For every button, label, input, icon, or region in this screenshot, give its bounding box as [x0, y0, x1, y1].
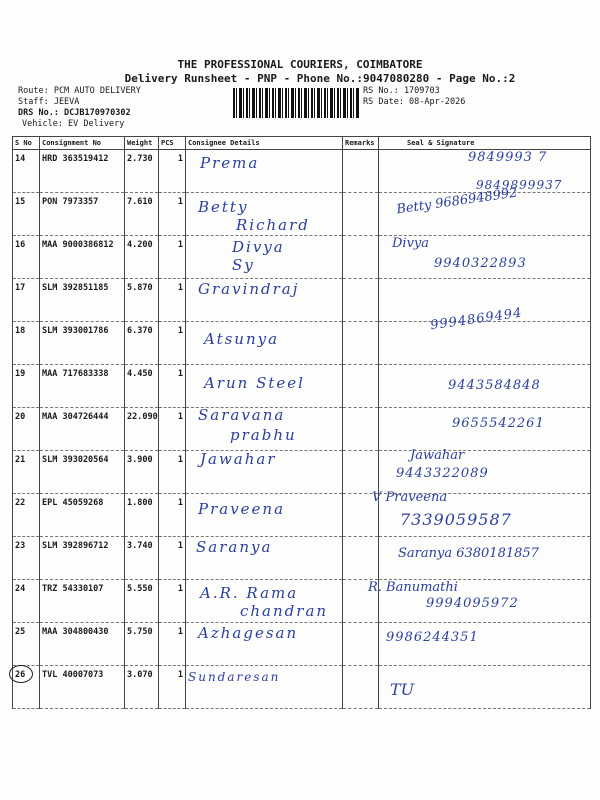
rs-number: RS No.: 1709703	[363, 86, 440, 96]
weight-cell	[125, 150, 159, 193]
table-row	[13, 666, 591, 709]
pcs-cell	[159, 451, 186, 494]
drs-label: DRS No.: DCJB170970302	[18, 108, 131, 118]
consignee-name: Azhagesan	[198, 624, 299, 642]
sno-cell	[13, 408, 40, 451]
sno-cell-text: 19	[15, 369, 26, 379]
remarks-cell	[343, 279, 379, 322]
pcs-cell-text: 1	[177, 670, 183, 680]
consignee-name: Richard	[236, 216, 310, 234]
remarks-cell	[343, 666, 379, 709]
consignee-name: A.R. Rama	[200, 584, 299, 602]
weight-cell	[125, 494, 159, 537]
pcs-cell	[159, 580, 186, 623]
signature-phone: 9849993 7	[468, 150, 548, 165]
pcs-cell-text: 1	[177, 412, 183, 422]
consignment-no-cell-text: TVL 40007073	[42, 670, 104, 680]
consignment-no-cell	[40, 408, 125, 451]
weight-cell-text: 7.610	[127, 197, 153, 207]
pcs-cell	[159, 365, 186, 408]
signature-phone: 9655542261	[452, 416, 545, 431]
signature-name: Divya	[392, 236, 430, 251]
sno-cell-text: 17	[15, 283, 26, 293]
weight-cell	[125, 236, 159, 279]
consignee-name: Prema	[200, 154, 260, 172]
pcs-cell-text: 1	[177, 283, 183, 293]
consignee-name: Atsunya	[204, 330, 280, 348]
consignee-name: Sundaresan	[188, 670, 281, 684]
signature-phone: 9994869494	[429, 305, 524, 334]
sno-cell	[13, 279, 40, 322]
sno-cell-text: 26	[15, 670, 26, 680]
weight-cell-text: 1.800	[127, 498, 153, 508]
remarks-cell	[343, 150, 379, 193]
consignment-no-cell	[40, 537, 125, 580]
remarks-cell	[343, 193, 379, 236]
weight-cell	[125, 322, 159, 365]
pcs-cell-text: 1	[177, 498, 183, 508]
consignee-name: Gravindraj	[198, 280, 300, 298]
weight-cell	[125, 537, 159, 580]
table-header	[13, 137, 591, 150]
consignment-no-cell-text: EPL 45059268	[42, 498, 104, 508]
consignment-no-cell-text: MAA 304726444	[42, 412, 109, 422]
consignment-no-cell-text: SLM 393001786	[42, 326, 109, 336]
pcs-cell-text: 1	[177, 326, 183, 336]
rs-info	[363, 86, 465, 108]
consignment-no-cell	[40, 279, 125, 322]
pcs-cell	[159, 193, 186, 236]
pcs-cell-text: 1	[177, 627, 183, 637]
consignee-name: Saranya	[196, 538, 273, 556]
signature-name: R. Banumathi	[368, 580, 458, 595]
sno-cell-text: 24	[15, 584, 26, 594]
signature-phone: 9443322089	[396, 466, 489, 481]
consignment-no-cell-text: SLM 393020564	[42, 455, 109, 465]
pcs-cell	[159, 236, 186, 279]
signature-phone: 9443584848	[448, 378, 541, 393]
sno-cell	[13, 365, 40, 408]
signature-phone: Betty 9686948992	[395, 185, 519, 218]
consignment-no-cell	[40, 193, 125, 236]
weight-cell-text: 5.750	[127, 627, 153, 637]
pcs-cell-text: 1	[177, 240, 183, 250]
consignment-no-cell-text: MAA 304800430	[42, 627, 109, 637]
weight-cell	[125, 580, 159, 623]
signature-phone: 7339059587	[400, 510, 512, 529]
pcs-cell	[159, 623, 186, 666]
pcs-cell	[159, 150, 186, 193]
weight-cell	[125, 408, 159, 451]
pcs-cell-text: 1	[177, 455, 183, 465]
remarks-cell	[343, 322, 379, 365]
pcs-cell	[159, 408, 186, 451]
pcs-cell	[159, 322, 186, 365]
weight-cell-text: 5.550	[127, 584, 153, 594]
consignment-no-cell-text: SLM 392896712	[42, 541, 109, 551]
remarks-cell	[343, 365, 379, 408]
table-row	[13, 451, 591, 494]
sno-cell-text: 23	[15, 541, 26, 551]
col-weight: Weight	[125, 137, 159, 150]
col-remarks: Remarks	[343, 137, 379, 150]
sno-cell-text: 22	[15, 498, 26, 508]
consignment-no-cell	[40, 494, 125, 537]
sno-cell	[13, 150, 40, 193]
col-pcs: PCS	[159, 137, 186, 150]
remarks-cell	[343, 408, 379, 451]
weight-cell-text: 3.740	[127, 541, 153, 551]
sno-cell	[13, 580, 40, 623]
signature-phone: 9940322893	[434, 256, 527, 271]
weight-cell-text: 4.200	[127, 240, 153, 250]
weight-cell-text: 3.070	[127, 670, 153, 680]
consignment-no-cell-text: PON 7973357	[42, 197, 99, 207]
sno-cell-text: 16	[15, 240, 26, 250]
weight-cell-text: 5.870	[127, 283, 153, 293]
consignment-no-cell	[40, 322, 125, 365]
signature-name: Jawahar	[410, 448, 465, 463]
weight-cell	[125, 666, 159, 709]
consignee-name: Praveena	[198, 500, 286, 518]
weight-cell	[125, 193, 159, 236]
pcs-cell	[159, 537, 186, 580]
sno-cell-text: 14	[15, 154, 26, 164]
consignment-no-cell-text: SLM 392851185	[42, 283, 109, 293]
table-row	[13, 623, 591, 666]
weight-cell	[125, 451, 159, 494]
sheet-subtitle: Delivery Runsheet - PNP - Phone No.:9047080280 - Page No.:2	[124, 72, 516, 85]
remarks-cell	[343, 537, 379, 580]
sno-cell	[13, 623, 40, 666]
signature-phone: 9986244351	[386, 630, 479, 645]
sno-cell	[13, 451, 40, 494]
consignee-name: Arun Steel	[204, 374, 305, 392]
sno-cell-text: 20	[15, 412, 26, 422]
col-sno: S No	[13, 137, 40, 150]
consignment-no-cell-text: TRZ 54330107	[42, 584, 104, 594]
barcode	[233, 88, 359, 118]
col-signature: Seal & Signature	[379, 137, 591, 150]
consignee-name: prabhu	[230, 426, 297, 444]
col-consignee: Consignee Details	[186, 137, 343, 150]
consignee-name: Saravana	[198, 406, 286, 424]
consignment-no-cell	[40, 451, 125, 494]
weight-cell-text: 3.900	[127, 455, 153, 465]
sno-cell-text: 15	[15, 197, 26, 207]
consignment-no-cell	[40, 666, 125, 709]
consignee-name: Jawahar	[200, 450, 277, 468]
pcs-cell-text: 1	[177, 584, 183, 594]
pcs-cell-text: 1	[177, 541, 183, 551]
signature-phone: 9849899937	[476, 178, 563, 192]
rs-date: RS Date: 08-Apr-2026	[363, 97, 466, 107]
remarks-cell	[343, 451, 379, 494]
sno-cell	[13, 537, 40, 580]
staff-label: Staff: JEEVA	[18, 97, 80, 107]
sno-cell-text: 25	[15, 627, 26, 637]
consignment-no-cell	[40, 150, 125, 193]
consignee-name: chandran	[240, 602, 329, 620]
weight-cell-text: 6.370	[127, 326, 153, 336]
route-label: Route: PCM AUTO DELIVERY	[18, 86, 141, 96]
sno-cell	[13, 322, 40, 365]
sno-circle-mark	[9, 665, 33, 683]
table-row	[13, 322, 591, 365]
weight-cell-text: 2.730	[127, 154, 153, 164]
pcs-cell-text: 1	[177, 197, 183, 207]
sno-cell	[13, 236, 40, 279]
sno-cell	[13, 666, 40, 709]
weight-cell	[125, 623, 159, 666]
consignment-no-cell	[40, 236, 125, 279]
consignment-no-cell-text: HRD 363519412	[42, 154, 109, 164]
signature-phone: 9994095972	[426, 596, 519, 611]
consignee-name: Sy	[232, 256, 255, 274]
consignment-no-cell	[40, 623, 125, 666]
consignee-name: Betty	[198, 198, 249, 216]
company-title: THE PROFESSIONAL COURIERS, COIMBATORE	[177, 58, 423, 71]
sno-cell-text: 18	[15, 326, 26, 336]
remarks-cell	[343, 236, 379, 279]
consignment-no-cell	[40, 365, 125, 408]
route-info	[18, 86, 141, 130]
weight-cell	[125, 279, 159, 322]
remarks-cell	[343, 623, 379, 666]
sno-cell	[13, 193, 40, 236]
pcs-cell-text: 1	[177, 369, 183, 379]
weight-cell	[125, 365, 159, 408]
col-consignment: Consignment No	[40, 137, 125, 150]
signature-mark: TU	[390, 680, 415, 699]
weight-cell-text: 4.450	[127, 369, 153, 379]
sno-cell	[13, 494, 40, 537]
consignment-no-cell-text: MAA 717683338	[42, 369, 109, 379]
sno-cell-text: 21	[15, 455, 26, 465]
pcs-cell-text: 1	[177, 154, 183, 164]
consignment-no-cell-text: MAA 9000386812	[42, 240, 114, 250]
consignment-no-cell	[40, 580, 125, 623]
consignee-name: Divya	[232, 238, 285, 256]
weight-cell-text: 22.090	[127, 412, 158, 422]
pcs-cell	[159, 666, 186, 709]
signature-name: V Praveena	[372, 490, 448, 505]
pcs-cell	[159, 279, 186, 322]
vehicle-label: Vehicle: EV Delivery	[22, 119, 125, 129]
signature-phone: Saranya 6380181857	[398, 546, 539, 561]
pcs-cell	[159, 494, 186, 537]
signature-cell	[379, 322, 591, 365]
